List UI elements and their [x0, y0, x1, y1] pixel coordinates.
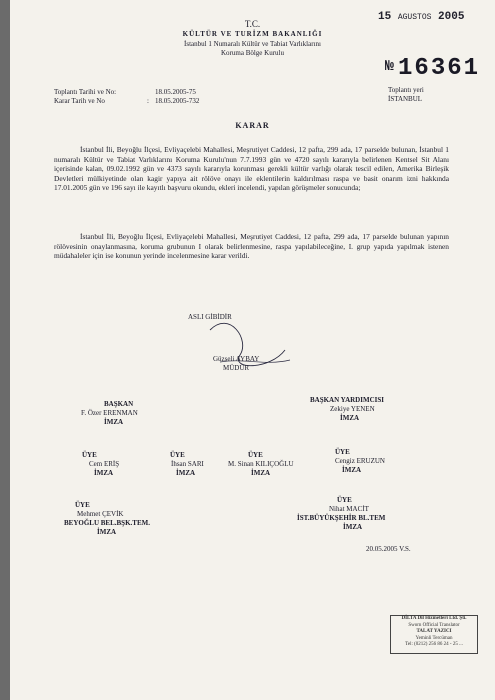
baskan-yardimcisi-role: BAŞKAN YARDIMCISI	[310, 396, 384, 404]
baskan-yardimcisi-name: Zekiye YENEN	[330, 405, 375, 413]
member-1-sign: İMZA	[94, 469, 114, 477]
member-4-sign: İMZA	[342, 466, 362, 474]
member-1-name: Cem ERİŞ	[89, 460, 120, 468]
decision-label: Karar Tarih ve No	[54, 97, 105, 105]
document-page	[10, 0, 495, 700]
member-6-org: İST.BÜYÜKŞEHİR BL.TEM	[297, 514, 386, 522]
member-6-sign: İMZA	[343, 523, 363, 531]
stamp-line-2: Sworn Official Translator	[408, 622, 460, 628]
member-2-sign: İMZA	[176, 469, 196, 477]
stamp-date-month: AGUSTOS	[397, 13, 432, 22]
stamp-line-4: Yeminli Tercüman	[415, 635, 453, 641]
footer-date: 20.05.2005 V.S.	[366, 545, 411, 553]
stamp-date	[378, 11, 464, 23]
document-number-value: 16361	[398, 55, 481, 82]
baskan-role: BAŞKAN	[104, 400, 134, 408]
member-6-role: ÜYE	[337, 496, 352, 504]
meeting-place-value: İSTANBUL	[388, 95, 423, 103]
certification-name: Güzseli AYBAY	[213, 355, 260, 363]
member-6-name: Nihat MACİT	[329, 505, 369, 513]
header-board-line2: Koruma Bölge Kurulu	[221, 49, 284, 57]
header-country: T.C.	[244, 19, 261, 29]
member-5-org: BEYOĞLU BEL.BŞK.TEM.	[64, 519, 150, 527]
member-5-sign: İMZA	[97, 528, 117, 536]
member-3-sign: İMZA	[251, 469, 271, 477]
member-1-role: ÜYE	[82, 451, 97, 459]
member-5-role: ÜYE	[75, 501, 90, 509]
decision-paragraph-1: İstanbul İli, Beyoğlu İlçesi, Evliyaçelebi Mahallesi, Meşrutiyet Caddesi, 12 pafta, 299 ada, 17 parselde bulunan, İstanbul 1 numaralı Kültür ve Tabiat Varlıklarını Koruma Kurulu'nun 7.7.1993 gün ve 4720 sayılı kararıyla belirlenen Kentsel Sit Alanı içerisinde kalan, 09.02.1992 gün ve 4373 sayılı kararıyla korunması gerekli kültür varlığı olarak tescil edilen, Amerika Birleşik Devletleri mülkiyetinde olan kagir yapıya ait rölöve onayı ile eklentilerin kaldırılması raspa ve basit onarım izni hakkında 17.01.2005 gün ve 196 sayı ile kayıtlı başvuru okundu, ekleri incelendi, yapılan görüşmeler sonucunda;	[54, 145, 449, 193]
decision-paragraph-2: İstanbul İli, Beyoğlu İlçesi, Evliyaçelebi Mahallesi, Meşrutiyet Caddesi, 12 pafta, 299 ada, 17 parselde bulunan yapının rölövesinin onaylanmasına, koruma grubunun I olarak belirlenmesine, raspa yapılabileceğine, I. grup yapıda yapılmak istenen müdahaleler için ise konunun yerinde incelenmesine karar verildi.	[54, 232, 449, 261]
member-4-name: Cengiz ERUZUN	[335, 457, 385, 465]
baskan-yardimcisi-sign: İMZA	[340, 414, 360, 422]
member-3-name: M. Sinan KILIÇOĞLU	[228, 460, 294, 468]
meeting-place-label: Toplantı yeri	[388, 86, 424, 94]
stamp-date-year: 2005	[438, 11, 465, 23]
member-5-name: Mehmet ÇEVİK	[77, 510, 124, 518]
certification-title: MÜDÜR	[223, 364, 250, 372]
document-number	[385, 55, 480, 82]
stamp-line-1: DİLTA Dil Hizmetleri Ltd. Şti.	[401, 616, 467, 621]
document-title: KARAR	[235, 121, 270, 130]
document-number-prefix: №	[385, 58, 395, 75]
decision-sep: :	[147, 97, 149, 105]
baskan-sign: İMZA	[104, 418, 124, 426]
stamp-date-day: 15	[378, 11, 392, 23]
stamp-line-5: Tel: (0212) 256 86 24 - 25 ...	[405, 642, 463, 647]
decision-value: 18.05.2005-732	[155, 97, 200, 105]
member-3-role: ÜYE	[248, 451, 263, 459]
member-4-role: ÜYE	[335, 448, 350, 456]
member-2-name: İhsan SARI	[171, 460, 204, 468]
meeting-date-value: 18.05.2005-75	[155, 88, 196, 96]
header-ministry: KÜLTÜR VE TURİZM BAKANLIĞI	[182, 30, 323, 38]
header-board: İstanbul 1 Numaralı Kültür ve Tabiat Varlıklarını	[184, 40, 321, 48]
meeting-date-label: Toplantı Tarihi ve No:	[54, 88, 117, 96]
stamp-line-3: TALAT YAZICI	[416, 629, 452, 634]
baskan-name: F. Özer ERENMAN	[81, 409, 138, 417]
translator-stamp	[390, 615, 478, 654]
member-2-role: ÜYE	[170, 451, 185, 459]
certification-label: ASLI GİBİDİR	[188, 313, 232, 321]
